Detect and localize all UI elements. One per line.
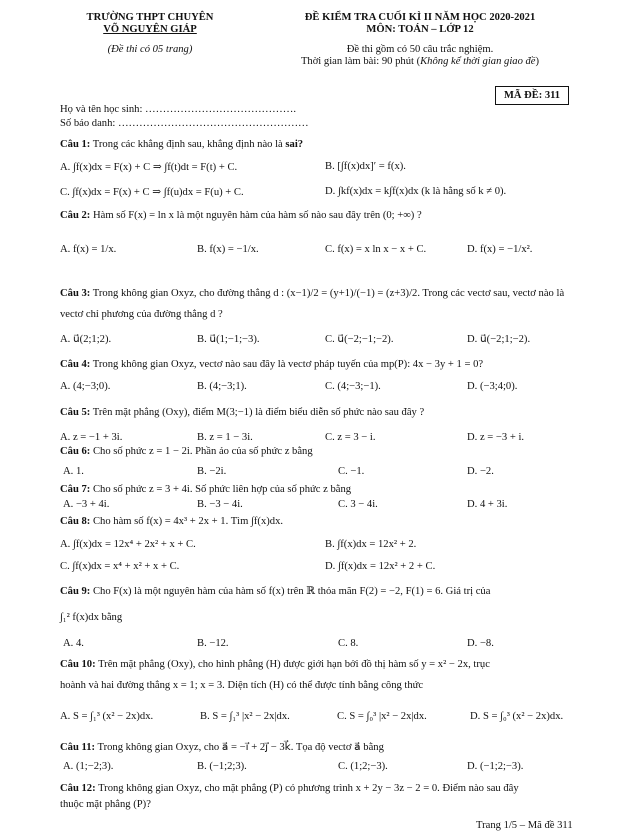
option: A. (1;−2;3).: [63, 761, 114, 772]
option: C. u⃗(−2;−1;−2).: [325, 334, 394, 345]
question-12: Câu 12: Trong không gian Oxyz, cho mặt phẳng (P) có phương trình x + 2y − 3z − 2 = 0. Điểm nào sau đây: [60, 783, 519, 794]
option: D. ∫kf(x)dx = k∫f(x)dx (k là hằng số k ≠ 0).: [325, 186, 507, 197]
option: C. z = 3 − i.: [325, 432, 376, 443]
question-6: Câu 6: Cho số phức z = 1 − 2i. Phần ảo của số phức z bằng: [60, 446, 313, 457]
option: D. z = −3 + i.: [467, 432, 525, 443]
option: D. ∫f(x)dx = 12x² + 2 + C.: [325, 561, 436, 572]
question-12-cont: thuộc mặt phẳng (P)?: [60, 799, 151, 810]
option: C. 8.: [338, 638, 359, 649]
question-2: Câu 2: Hàm số F(x) = ln x là một nguyên hàm của hàm số nào sau đây trên (0; +∞) ?: [60, 210, 422, 221]
exam-code-box: MÃ ĐỀ: 311: [495, 86, 569, 105]
question-10: Câu 10: Trên mặt phẳng (Oxy), cho hình phẳng (H) được giới hạn bởi đồ thị hàm số y = x² − 2x, trục: [60, 659, 490, 670]
school-name-line2: VÕ NGUYÊN GIÁP: [103, 24, 197, 35]
option: C. S = ∫₀³ |x² − 2x|dx.: [337, 711, 427, 722]
option: C. ∫f(x)dx = F(x) + C ⇒ ∫f(u)dx = F(u) + C.: [60, 187, 244, 198]
option: A. f(x) = 1/x.: [60, 244, 117, 255]
option: B. ∫f(x)dx = 12x² + 2.: [325, 539, 417, 550]
pages-note: (Đề thi có 05 trang): [107, 44, 193, 55]
option: D. −2.: [467, 466, 494, 477]
question-10-cont: hoành và hai đường thẳng x = 1; x = 3. Diện tích (H) có thể được tính bằng công thức: [60, 680, 424, 691]
question-3: Câu 3: Trong không gian Oxyz, cho đường thẳng d : (x−1)/2 = (y+1)/(−1) = (z+3)/2. Trong các vectơ sau, vectơ nào là: [60, 288, 565, 299]
option: B. (4;−3;1).: [197, 381, 247, 392]
option: A. 1.: [63, 466, 84, 477]
option: C. ∫f(x)dx = x⁴ + x² + x + C.: [60, 561, 180, 572]
option: D. S = ∫₀³ (x² − 2x)dx.: [470, 711, 564, 722]
option: C. (1;2;−3).: [338, 761, 388, 772]
option: B. z = 1 − 3i.: [197, 432, 253, 443]
question-11: Câu 11: Trong không gian Oxyz, cho a⃗ = −i⃗ + 2j⃗ − 3k⃗. Tọa độ vectơ a⃗ bằng: [60, 742, 384, 753]
page-footer: Trang 1/5 – Mã đề 311: [476, 820, 573, 831]
exam-title: ĐỀ KIỂM TRA CUỐI KÌ II NĂM HỌC 2020-2021: [304, 12, 536, 23]
student-name-line: Họ và tên học sinh: …………………………………….: [60, 104, 296, 115]
school-name: TRƯỜNG THPT CHUYÊN: [86, 12, 214, 23]
question-7: Câu 7: Cho số phức z = 3 + 4i. Số phức liên hợp của số phức z bằng: [60, 484, 352, 495]
subject: MÔN: TOÁN – LỚP 12: [366, 24, 474, 35]
option: B. −2i.: [197, 466, 227, 477]
option: A. ∫f(x)dx = F(x) + C ⇒ ∫f(t)dt = F(t) + C.: [60, 162, 238, 173]
option: B. f(x) = −1/x.: [197, 244, 259, 255]
option: C. f(x) = x ln x − x + C.: [325, 244, 427, 255]
option: D. f(x) = −1/x².: [467, 244, 533, 255]
option: D. 4 + 3i.: [467, 499, 508, 510]
option: C. (4;−3;−1).: [325, 381, 381, 392]
option: B. [∫f(x)dx]′ = f(x).: [325, 161, 406, 172]
option: B. −12.: [197, 638, 229, 649]
questions-note: Đề thi gồm có 50 câu trắc nghiệm.: [346, 44, 494, 55]
option: A. u⃗(2;1;2).: [60, 334, 112, 345]
option: C. 3 − 4i.: [338, 499, 378, 510]
question-9-cont: ∫₁² f(x)dx bằng: [60, 612, 123, 623]
option: B. −3 − 4i.: [197, 499, 243, 510]
option: D. (−3;4;0).: [467, 381, 518, 392]
option: C. −1.: [338, 466, 365, 477]
question-9: Câu 9: Cho F(x) là một nguyên hàm của hàm số f(x) trên ℝ thỏa mãn F(2) = −2, F(1) = 6. Giá trị của: [60, 586, 491, 597]
time-note: Thời gian làm bài: 90 phút (Không kể thời gian giao đề): [300, 56, 540, 67]
option: D. (−1;2;−3).: [467, 761, 524, 772]
option: B. u⃗(1;−1;−3).: [197, 334, 260, 345]
option: B. S = ∫₁³ |x² − 2x|dx.: [200, 711, 290, 722]
question-4: Câu 4: Trong không gian Oxyz, vectơ nào sau đây là vectơ pháp tuyến của mp(P): 4x − 3y + 1 = 0?: [60, 359, 484, 370]
option: B. (−1;2;3).: [197, 761, 247, 772]
question-5: Câu 5: Trên mặt phẳng (Oxy), điểm M(3;−1) là điểm biểu diễn số phức nào sau đây ?: [60, 407, 425, 418]
question-8: Câu 8: Cho hàm số f(x) = 4x³ + 2x + 1. Tìm ∫f(x)dx.: [60, 516, 284, 527]
option: A. (4;−3;0).: [60, 381, 111, 392]
option: D. −8.: [467, 638, 494, 649]
option: A. z = −1 + 3i.: [60, 432, 123, 443]
option: D. u⃗(−2;1;−2).: [467, 334, 531, 345]
option: A. S = ∫₁³ (x² − 2x)dx.: [60, 711, 154, 722]
option: A. −3 + 4i.: [63, 499, 110, 510]
option: A. ∫f(x)dx = 12x⁴ + 2x² + x + C.: [60, 539, 196, 550]
student-id-line: Số báo danh: ………………………………………………: [60, 118, 309, 129]
option: A. 4.: [63, 638, 84, 649]
question-1: Câu 1: Trong các khẳng định sau, khẳng định nào là sai?: [60, 139, 304, 150]
question-3-cont: vectơ chỉ phương của đường thẳng d ?: [60, 309, 223, 320]
